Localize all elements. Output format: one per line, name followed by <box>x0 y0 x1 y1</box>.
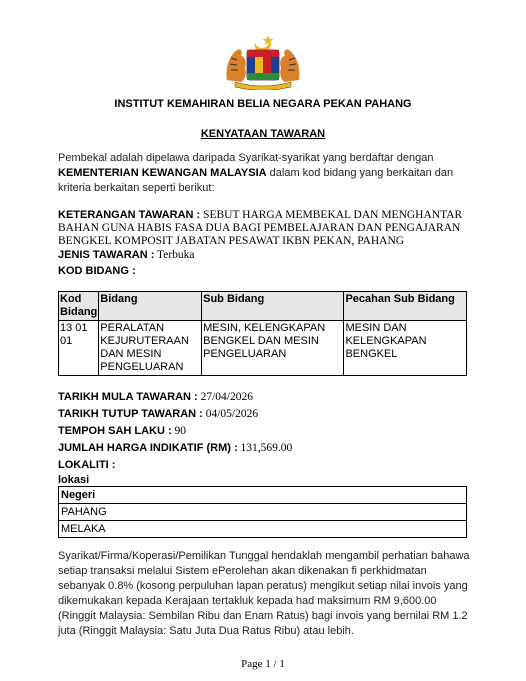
institute-title: INSTITUT KEMAHIRAN BELIA NEGARA PEKAN PAHANG <box>114 98 412 110</box>
keterangan-value: SEBUT HARGA MEMBEKAL DAN MENGHANTAR BAHAN GUNA HABIS FASA DUA BAGI PEMBELAJARAN DAN PENGAJARAN BENGKEL KOMPOSIT JABATAN PESAWAT IKBN PEKAN, PAHANG <box>58 209 463 247</box>
lokaliti-label: LOKALITI : <box>58 459 116 471</box>
tempoh-sah-laku <box>58 425 474 438</box>
table-cell: 13 01 01 <box>59 321 99 376</box>
fee-notice-paragraph: Syarikat/Firma/Koperasi/Pemilikan Tunggal hendaklah mengambil perhatian bahawa setiap transaksi melalui Sistem ePerolehan akan dikenakan fi perkhidmatan sebanyak 0.8% (kosong perpuluhan lapan peratus) mengikut setiap nilai invois yang dikemukakan kepada Kerajaan tertakluk kepada had maksimum RM 9,600.00 (Ringgit Malaysia: Sembilan Ribu dan Enam Ratus) bagi invois yang bernilai RM 1.2 juta (Ringgit Malaysia: Satu Juta Dua Ratus Ribu) atau lebih. <box>58 550 470 637</box>
tempoh-value: 90 <box>174 425 187 437</box>
table-row <box>59 504 467 521</box>
harga-label: JUMLAH HARGA INDIKATIF (RM) : <box>58 442 238 454</box>
intro-paragraph <box>58 151 474 196</box>
intro-text-before: Pembekal adalah dipelawa daripada Syarikat-syarikat yang berdaftar dengan <box>58 152 434 164</box>
table-cell: MESIN DAN KELENGKAPAN BENGKEL <box>344 321 467 376</box>
tempoh-label: TEMPOH SAH LAKU : <box>58 425 172 437</box>
lokaliti-heading <box>58 459 474 472</box>
table-cell: PAHANG <box>59 504 467 521</box>
table-cell: MELAKA <box>59 521 467 538</box>
tarikh-mula-value: 27/04/2026 <box>200 391 253 403</box>
table-header-cell: Bidang <box>99 292 202 321</box>
page-number: Page 1 / 1 <box>241 658 285 670</box>
table-cell: MESIN, KELENGKAPAN BENGKEL DAN MESIN PENGELUARAN <box>202 321 344 376</box>
tarikh-mula <box>58 391 474 404</box>
table-row <box>59 521 467 538</box>
table-cell: PERALATAN KEJURUTERAAN DAN MESIN PENGELUARAN <box>99 321 202 376</box>
keterangan-tawaran <box>58 209 474 248</box>
jenis-tawaran <box>58 249 474 262</box>
jenis-value: Terbuka <box>157 249 195 261</box>
harga-value: 131,569.00 <box>240 442 293 454</box>
jumlah-harga <box>58 442 474 455</box>
tarikh-mula-label: TARIKH MULA TAWARAN : <box>58 391 198 403</box>
lokasi-table <box>58 486 467 538</box>
tarikh-tutup-value: 04/05/2026 <box>205 408 259 420</box>
kod-bidang-label: KOD BIDANG : <box>58 265 136 277</box>
table-row <box>59 321 467 376</box>
coat-of-arms-malaysia-icon <box>221 32 305 90</box>
intro-text-after: dalam kod bidang yang berkaitan dan kriteria berkaitan seperti berikut: <box>58 167 454 194</box>
table-header-row <box>59 487 467 504</box>
document-title: KENYATAAN TAWARAN <box>200 128 326 140</box>
tarikh-tutup-label: TARIKH TUTUP TAWARAN : <box>58 408 203 420</box>
table-header-cell: Sub Bidang <box>202 292 344 321</box>
table-header-row <box>59 292 467 321</box>
table-header-cell: Kod Bidang <box>59 292 99 321</box>
lokasi-label: lokasi <box>58 474 90 486</box>
jenis-label: JENIS TAWARAN : <box>58 249 155 261</box>
ministry-name: KEMENTERIAN KEWANGAN MALAYSIA <box>58 167 267 179</box>
table-header-cell: Negeri <box>59 487 467 504</box>
keterangan-label: KETERANGAN TAWARAN : <box>58 209 201 221</box>
table-header-cell: Pecahan Sub Bidang <box>344 292 467 321</box>
kod-bidang-table <box>58 291 467 376</box>
kod-bidang-heading <box>58 265 474 278</box>
tarikh-tutup <box>58 408 474 421</box>
